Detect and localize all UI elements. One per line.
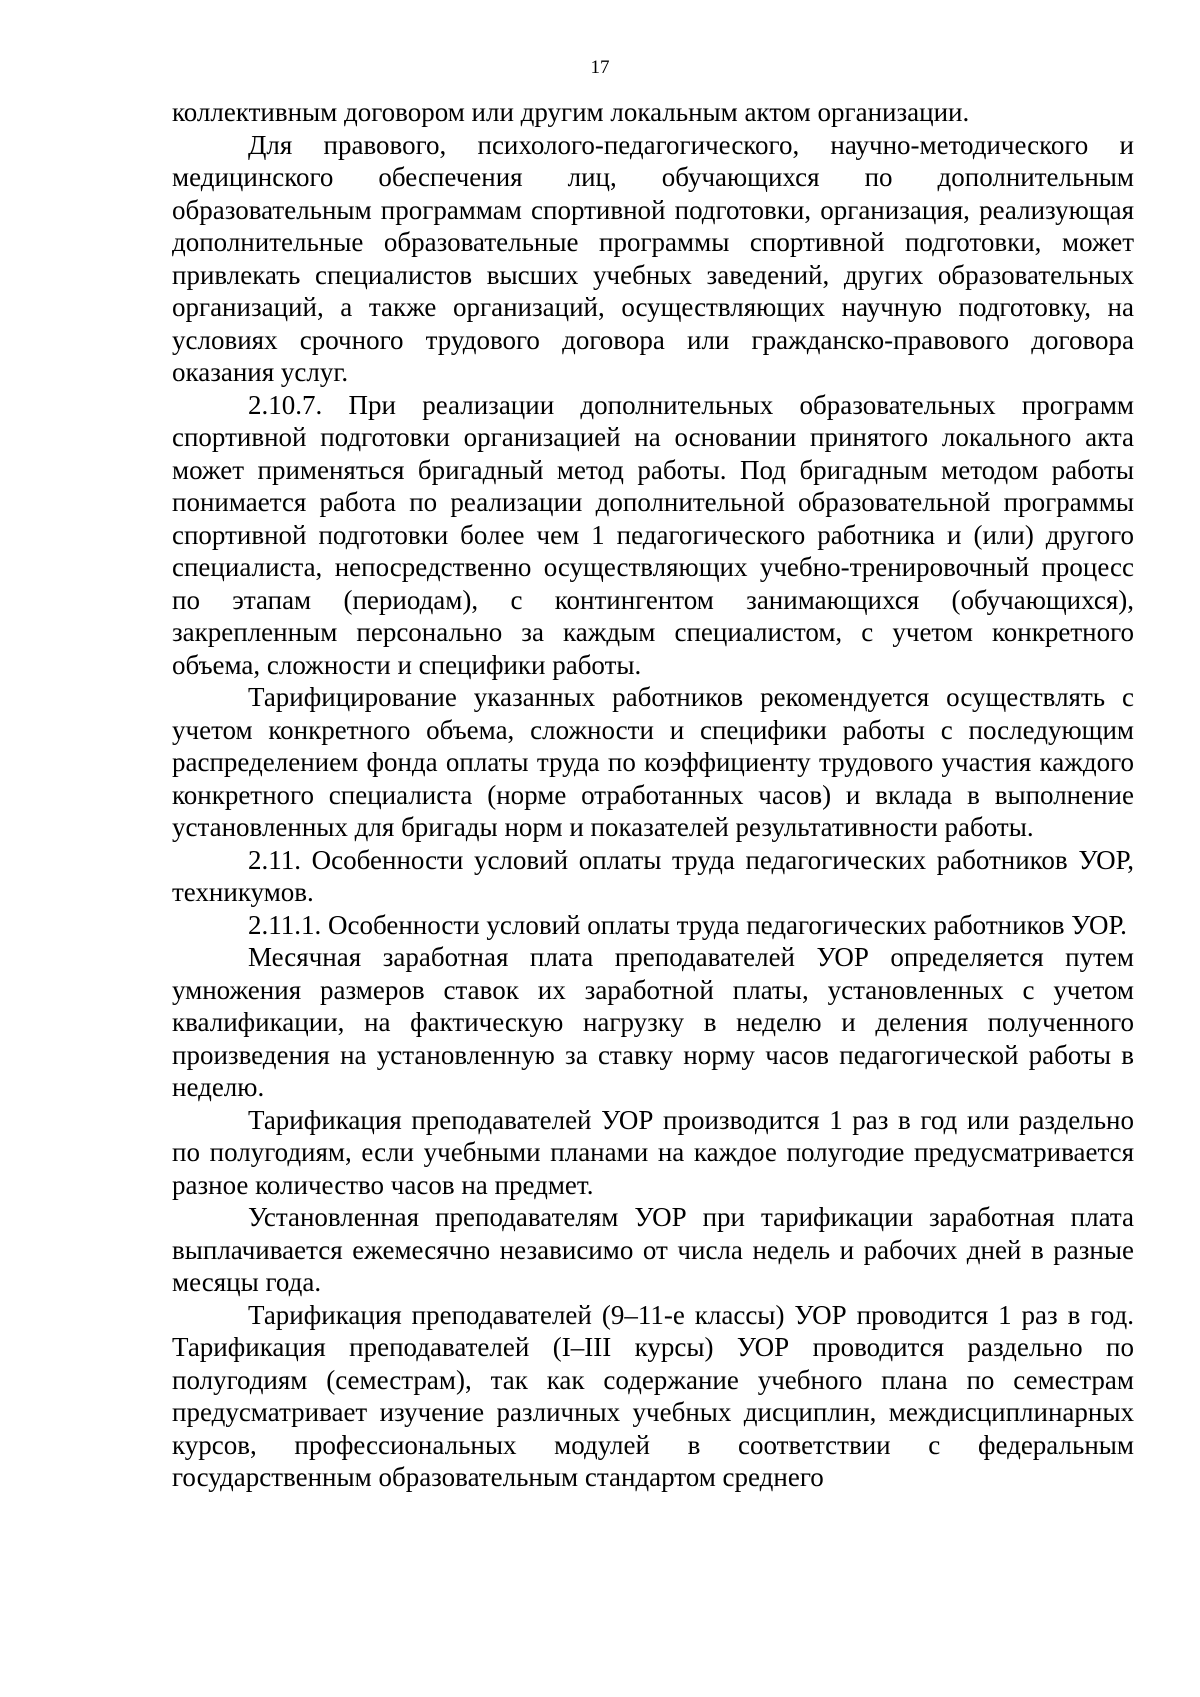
document-body xyxy=(172,96,1134,1494)
paragraph-tariffication-frequency: Тарификация преподавателей УОР производится 1 раз в год или раздельно по полугодиям, если учебными планами на каждое полугодие предусматривается разное количество часов на предмет. xyxy=(172,1104,1134,1200)
paragraph-specialists: Для правового, психолого-педагогического, научно-методического и медицинского обеспечения лиц, обучающихся по дополнительным образовательным программам спортивной подготовки, организация, реализующая дополнительные образовательные программы спортивной подготовки, может привлекать специалистов высших учебных заведений, других образовательных организаций, а также организаций, осуществляющих научную подготовку, на условиях срочного трудового договора или гражданско-правового договора оказания услуг. xyxy=(172,129,1134,387)
paragraph-tariffing-workers: Тарифицирование указанных работников рекомендуется осуществлять с учетом конкретного объема, сложности и специфики работы с последующим распределением фонда оплаты труда по коэффициенту трудового участия каждого конкретного специалиста (норме отработанных часов) и вклада в выполнение установленных для бригады норм и показателей результативности работы. xyxy=(172,682,1134,842)
paragraph-tariffication-classes: Тарификация преподавателей (9–11-е классы) УОР проводится 1 раз в год. Тарификация преподавателей (I–III курсы) УОР проводится раздельно по полугодиям (семестрам), так как содержание учебного плана по семестрам предусматривает изучение различных учебных дисциплин, междисциплинарных курсов, профессиональных модулей в соответствии с федеральным государственным образовательным стандартом среднего xyxy=(172,1299,1134,1492)
paragraph-2-10-7: 2.10.7. При реализации дополнительных образовательных программ спортивной подготовки организацией на основании принятого локального акта может применяться бригадный метод работы. Под бригадным методом работы понимается работа по реализации дополнительной образовательной программы спортивной подготовки более чем 1 педагогического работника и (или) другого специалиста, непосредственно осуществляющих учебно-тренировочный процесс по этапам (периодам), с контингентом занимающихся (обучающихся), закрепленным персонально за каждым специалистом, с учетом конкретного объема, сложности и специфики работы. xyxy=(172,389,1134,680)
paragraph-2-11-1: 2.11.1. Особенности условий оплаты труда педагогических работников УОР. xyxy=(248,909,1127,940)
paragraph-monthly-payment: Установленная преподавателям УОР при тарификации заработная плата выплачивается ежемесячно независимо от числа недель и рабочих дней в разные месяцы года. xyxy=(172,1202,1134,1297)
page-number: 17 xyxy=(590,57,610,78)
paragraph-continuation: коллективным договором или другим локальным актом организации. xyxy=(172,97,970,127)
paragraph-2-11: 2.11. Особенности условий оплаты труда педагогических работников УОР, техникумов. xyxy=(172,844,1134,907)
paragraph-monthly-salary: Месячная заработная плата преподавателей УОР определяется путем умножения размеров ставок их заработной платы, установленных с учетом квалификации, на фактическую нагрузку в неделю и деления полученного произведения на установленную за ставку норму часов педагогической работы в неделю. xyxy=(172,942,1134,1102)
